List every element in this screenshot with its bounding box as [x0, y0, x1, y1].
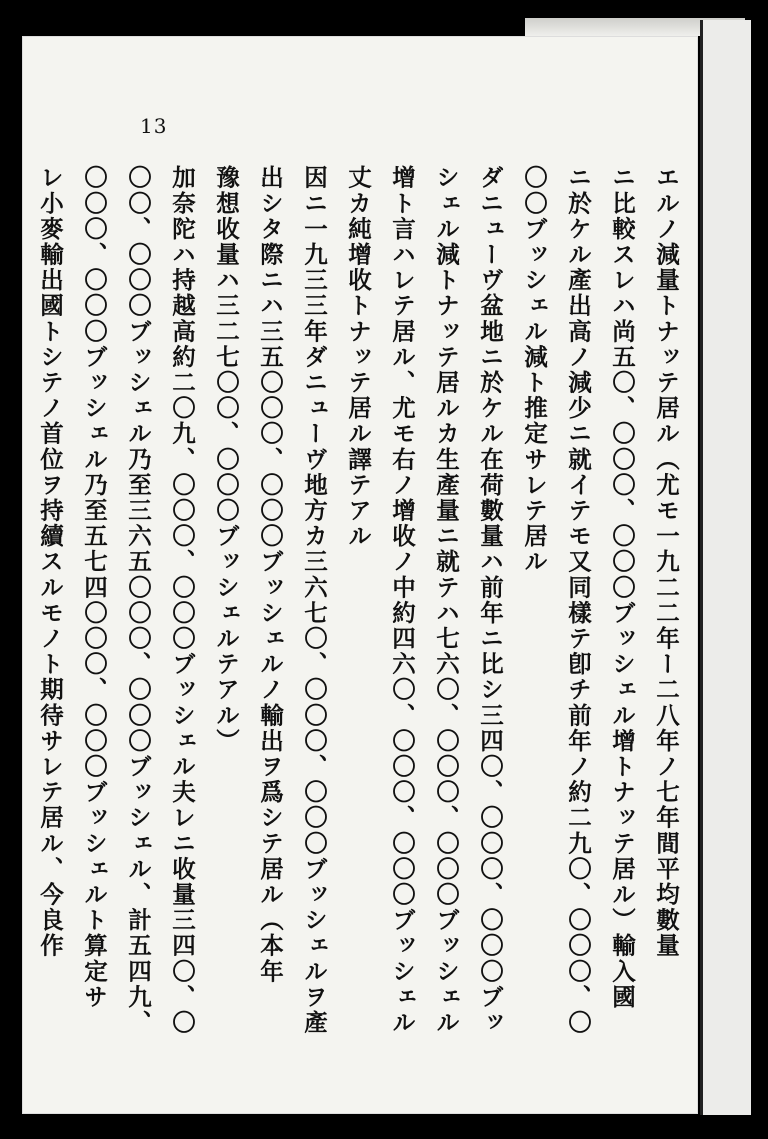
text-column: ニ比較スレハ尚五〇、〇〇〇、〇〇〇ブッシェル增トナッテ居ル）輸入國	[608, 165, 636, 1010]
text-column: 〇〇ブッシェル減ト推定サレテ居ル	[520, 165, 548, 575]
text-column: 加奈陀ハ持越高約二〇九、〇〇〇、〇〇〇ブッシェル夫レニ收量三四〇、〇	[168, 165, 196, 1036]
text-columns	[36, 165, 688, 1036]
text-column: 〇〇〇、〇〇〇ブッシェル乃至五七四〇〇〇、〇〇〇ブッシェルト算定サ	[80, 165, 108, 1010]
text-column: シェル減トナッテ居ルカ生產量ニ就テハ七六〇、〇〇〇、〇〇〇ブッシェル	[432, 165, 460, 1036]
adjacent-page-edge	[700, 20, 751, 1115]
text-column: レ小麥輸出國トシテノ首位ヲ持續スルモノト期待サレテ居ル、今良作	[36, 165, 64, 959]
page-number: 13	[140, 114, 168, 138]
text-column: ニ於ケル產出高ノ減少ニ就イテモ又同樣テ卽チ前年ノ約二九〇、〇〇〇、〇	[564, 165, 592, 1036]
text-column: 丈カ純增收トナッテ居ル譯テアル	[344, 165, 372, 549]
text-column: ダニューヴ盆地ニ於ケル在荷數量ハ前年ニ比シ三四〇、〇〇〇、〇〇〇ブッ	[476, 165, 504, 1036]
text-column: エルノ減量トナッテ居ル（尤モ一九二二年ー二八年ノ七年間平均數量	[652, 165, 680, 959]
text-column: 出シタ際ニハ三五〇〇〇、〇〇〇ブッシェルノ輸出ヲ爲シテ居ル（本年	[256, 165, 284, 985]
text-column: 〇〇、〇〇〇ブッシェル乃至三六五〇〇〇、〇〇〇ブッシェル、計五四九、	[124, 165, 152, 1036]
text-column: 增ト言ハレテ居ル、尤モ右ノ增收ノ中約四六〇、〇〇〇、〇〇〇ブッシェル	[388, 165, 416, 1036]
text-column: 豫想收量ハ三二七〇〇、〇〇〇ブッシェルテアル）	[212, 165, 240, 754]
text-column: 因ニ一九三三年ダニューヴ地方カ三六七〇、〇〇〇、〇〇〇ブッシェルヲ產	[300, 165, 328, 1036]
